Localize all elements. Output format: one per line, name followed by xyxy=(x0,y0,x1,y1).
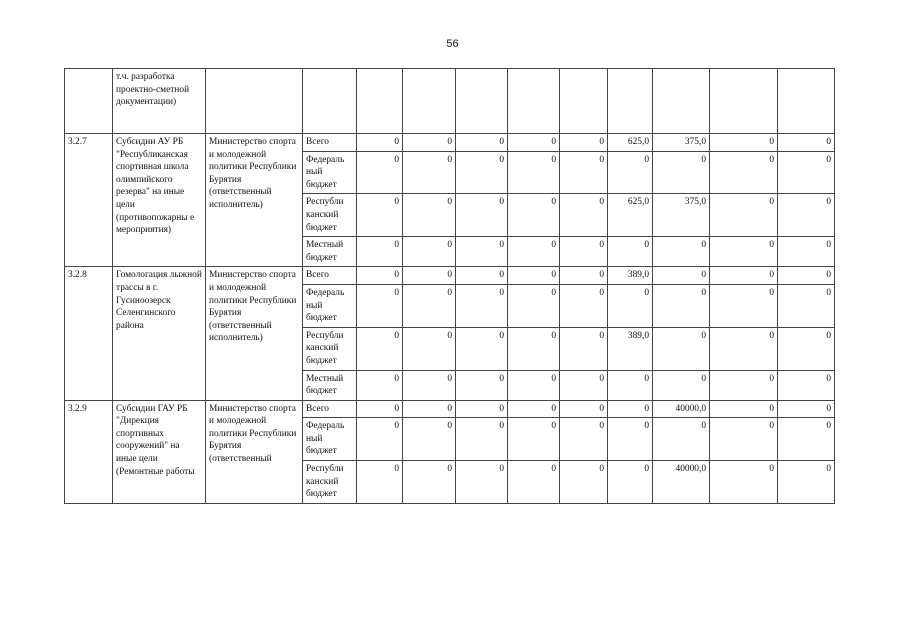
value-cell xyxy=(608,69,653,134)
value-cell: 0 xyxy=(608,461,653,504)
code-cell: 3.2.8 xyxy=(65,267,113,400)
value-cell: 0 xyxy=(403,400,456,418)
value-cell: 625,0 xyxy=(608,134,653,152)
funding-source-cell: Федераль ный бюджет xyxy=(303,418,357,461)
funding-source-cell: Республи канский бюджет xyxy=(303,194,357,237)
value-cell xyxy=(508,69,560,134)
value-cell: 0 xyxy=(357,194,403,237)
value-cell: 0 xyxy=(456,194,508,237)
value-cell: 0 xyxy=(710,151,778,194)
table-body xyxy=(65,69,835,504)
value-cell: 0 xyxy=(456,267,508,285)
value-cell: 625,0 xyxy=(608,194,653,237)
value-cell: 389,0 xyxy=(608,267,653,285)
value-cell: 0 xyxy=(710,418,778,461)
value-cell xyxy=(357,69,403,134)
value-cell: 0 xyxy=(710,327,778,370)
measure-name-cell: Субсидии АУ РБ "Республиканская спортивная школа олимпийского резерва" на иные цели (противопожарны е мероприятия) xyxy=(113,134,206,267)
measure-name-cell: Субсидии ГАУ РБ "Дирекция спортивных сооружений" на иные цели (Ремонтные работы xyxy=(113,400,206,503)
value-cell: 0 xyxy=(403,267,456,285)
value-cell: 0 xyxy=(778,237,835,267)
value-cell: 389,0 xyxy=(608,327,653,370)
value-cell: 0 xyxy=(778,267,835,285)
value-cell: 0 xyxy=(403,237,456,267)
value-cell: 0 xyxy=(508,400,560,418)
value-cell: 0 xyxy=(456,151,508,194)
page-number: 56 xyxy=(446,38,459,50)
value-cell: 0 xyxy=(608,284,653,327)
value-cell: 0 xyxy=(710,134,778,152)
value-cell: 0 xyxy=(357,267,403,285)
value-cell: 0 xyxy=(508,327,560,370)
value-cell: 0 xyxy=(357,237,403,267)
value-cell: 0 xyxy=(608,418,653,461)
value-cell: 0 xyxy=(560,284,608,327)
value-cell: 0 xyxy=(357,327,403,370)
value-cell: 0 xyxy=(456,237,508,267)
value-cell: 0 xyxy=(560,370,608,400)
funding-source-cell: Республи канский бюджет xyxy=(303,461,357,504)
value-cell: 0 xyxy=(357,461,403,504)
funding-source-cell: Местный бюджет xyxy=(303,237,357,267)
value-cell: 0 xyxy=(560,400,608,418)
value-cell xyxy=(778,69,835,134)
value-cell: 0 xyxy=(560,194,608,237)
table-row xyxy=(65,267,835,285)
funding-source-cell: Федераль ный бюджет xyxy=(303,284,357,327)
value-cell: 0 xyxy=(403,370,456,400)
value-cell: 375,0 xyxy=(653,134,710,152)
value-cell: 0 xyxy=(710,267,778,285)
value-cell xyxy=(560,69,608,134)
value-cell: 0 xyxy=(608,237,653,267)
value-cell: 0 xyxy=(710,370,778,400)
value-cell: 0 xyxy=(710,461,778,504)
value-cell xyxy=(456,69,508,134)
funding-source-cell: Всего xyxy=(303,267,357,285)
value-cell: 0 xyxy=(508,194,560,237)
funding-source-cell: Республи канский бюджет xyxy=(303,327,357,370)
value-cell: 40000,0 xyxy=(653,461,710,504)
value-cell: 0 xyxy=(778,370,835,400)
value-cell: 0 xyxy=(560,461,608,504)
value-cell: 0 xyxy=(778,400,835,418)
value-cell: 0 xyxy=(456,418,508,461)
funding-source-cell: Всего xyxy=(303,134,357,152)
value-cell: 0 xyxy=(653,237,710,267)
value-cell: 0 xyxy=(456,461,508,504)
value-cell: 0 xyxy=(508,267,560,285)
value-cell: 0 xyxy=(778,284,835,327)
value-cell: 0 xyxy=(357,134,403,152)
value-cell: 0 xyxy=(653,418,710,461)
value-cell: 0 xyxy=(403,284,456,327)
measure-name-cell: Гомологация лыжной трассы в г. Гусиноозерск Селенгинского района xyxy=(113,267,206,400)
code-cell xyxy=(65,69,113,134)
value-cell xyxy=(403,69,456,134)
executor-cell: Министерство спорта и молодежной политики Республики Бурятия (ответственный исполнитель) xyxy=(206,267,303,400)
value-cell: 0 xyxy=(560,418,608,461)
value-cell: 0 xyxy=(456,284,508,327)
continuation-row xyxy=(65,69,835,134)
value-cell: 0 xyxy=(778,151,835,194)
value-cell: 0 xyxy=(653,151,710,194)
value-cell: 0 xyxy=(608,400,653,418)
funding-source-cell: Местный бюджет xyxy=(303,370,357,400)
value-cell: 0 xyxy=(403,418,456,461)
value-cell: 0 xyxy=(710,400,778,418)
value-cell: 0 xyxy=(778,134,835,152)
value-cell: 0 xyxy=(778,461,835,504)
value-cell: 0 xyxy=(456,327,508,370)
value-cell: 0 xyxy=(560,327,608,370)
value-cell: 0 xyxy=(508,237,560,267)
value-cell: 0 xyxy=(403,461,456,504)
value-cell: 0 xyxy=(508,284,560,327)
code-cell: 3.2.7 xyxy=(65,134,113,267)
value-cell: 0 xyxy=(608,370,653,400)
value-cell: 0 xyxy=(778,418,835,461)
executor-cell: Министерство спорта и молодежной политики Республики Бурятия (ответственный xyxy=(206,400,303,503)
value-cell: 40000,0 xyxy=(653,400,710,418)
value-cell: 0 xyxy=(357,284,403,327)
value-cell: 0 xyxy=(710,237,778,267)
value-cell: 0 xyxy=(508,134,560,152)
value-cell: 0 xyxy=(357,370,403,400)
value-cell: 0 xyxy=(508,418,560,461)
value-cell: 0 xyxy=(653,284,710,327)
value-cell: 0 xyxy=(608,151,653,194)
value-cell: 0 xyxy=(456,134,508,152)
funding-source-cell: Федераль ный бюджет xyxy=(303,151,357,194)
value-cell: 0 xyxy=(560,267,608,285)
executor-cell: Министерство спорта и молодежной политики Республики Бурятия (ответственный исполнитель) xyxy=(206,134,303,267)
value-cell: 0 xyxy=(653,327,710,370)
value-cell: 0 xyxy=(508,151,560,194)
value-cell: 0 xyxy=(653,267,710,285)
value-cell: 0 xyxy=(560,237,608,267)
value-cell: 0 xyxy=(508,461,560,504)
value-cell xyxy=(653,69,710,134)
source-cell xyxy=(303,69,357,134)
measure-name-cell: т.ч. разработка проектно-сметной документации) xyxy=(113,69,206,134)
value-cell: 0 xyxy=(456,370,508,400)
value-cell: 0 xyxy=(710,284,778,327)
value-cell: 0 xyxy=(778,327,835,370)
value-cell: 0 xyxy=(403,134,456,152)
value-cell: 0 xyxy=(403,327,456,370)
value-cell: 0 xyxy=(357,400,403,418)
value-cell: 0 xyxy=(560,134,608,152)
code-cell: 3.2.9 xyxy=(65,400,113,503)
table-row xyxy=(65,134,835,152)
budget-table xyxy=(64,68,835,504)
value-cell: 0 xyxy=(710,194,778,237)
table-row xyxy=(65,400,835,418)
executor-cell xyxy=(206,69,303,134)
value-cell: 0 xyxy=(508,370,560,400)
funding-source-cell: Всего xyxy=(303,400,357,418)
value-cell xyxy=(710,69,778,134)
value-cell: 0 xyxy=(778,194,835,237)
value-cell: 0 xyxy=(357,151,403,194)
value-cell: 375,0 xyxy=(653,194,710,237)
value-cell: 0 xyxy=(653,370,710,400)
value-cell: 0 xyxy=(403,194,456,237)
value-cell: 0 xyxy=(403,151,456,194)
value-cell: 0 xyxy=(456,400,508,418)
value-cell: 0 xyxy=(357,418,403,461)
value-cell: 0 xyxy=(560,151,608,194)
